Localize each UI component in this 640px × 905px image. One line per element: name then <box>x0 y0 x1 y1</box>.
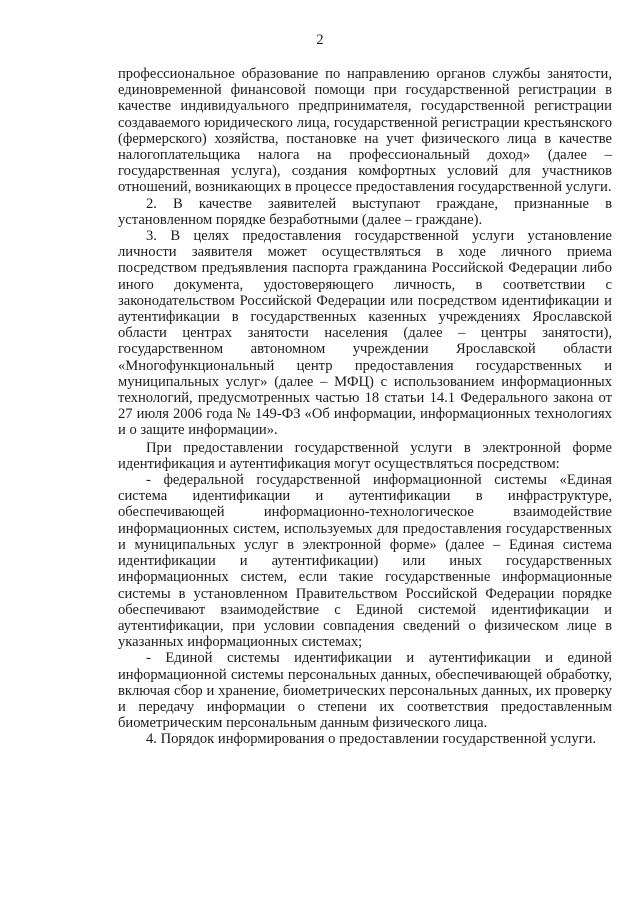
paragraph-electronic-form: При предоставлении государственной услуги в электронной форме идентификация и аутентификация могут осуществляться посредством: <box>118 439 612 472</box>
paragraph-item-3: 3. В целях предоставления государственной услуги установление личности заявителя может осуществляться в ходе личного приема посредством предъявления паспорта гражданина Российской Федерации либо иного документа, удостоверяющего личность, в соответствии с законодательством Российской Федерации или посредством идентификации и аутентификации в государственных казенных учреждениях Ярославской области центрах занятости населения (далее – центры занятости), государственном автономном учреждении Ярославской области «Многофункциональный центр предоставления государственных и муниципальных услуг» (далее – МФЦ) с использованием информационных технологий, предусмотренных частью 18 статьи 14.1 Федерального закона от 27 июля 2006 года № 149-ФЗ «Об информации, информационных технологиях и о защите информации». <box>118 228 612 439</box>
page-number: 2 <box>316 32 324 48</box>
paragraph-esia: - федеральной государственной информационной системы «Единая система идентификации и аутентификации в инфраструктуре, обеспечивающей информационно-технологическое взаимодействие информационных систем, используемых для предоставления государственных и муниципальных услуг в электронной форме» (далее – Единая система идентификации и аутентификации) или иных государственных информационных систем, если такие государственные информационные системы в установленном Правительством Российской Федерации порядке обеспечивают взаимодействие с Единой системой идентификации и аутентификации, при условии совпадения сведений о физическом лице в указанных информационных системах; <box>118 472 612 651</box>
paragraph-item-2: 2. В качестве заявителей выступают граждане, признанные в установленном порядке безработными (далее – граждане). <box>118 195 612 228</box>
document-body <box>118 66 612 748</box>
paragraph-item-4: 4. Порядок информирования о предоставлении государственной услуги. <box>146 731 597 748</box>
paragraph-continuation: профессиональное образование по направлению органов службы занятости, единовременной финансовой помощи при государственной регистрации в качестве индивидуального предпринимателя, государственной регистрации создаваемого юридического лица, государственной регистрации крестьянского (фермерского) хозяйства, постановке на учет физического лица в качестве налогоплательщика налога на профессиональный доход» (далее – государственная услуга), создания комфортных условий для участников отношений, возникающих в процессе предоставления государственной услуги. <box>118 66 612 196</box>
paragraph-biometric: - Единой системы идентификации и аутентификации и единой информационной системы персональных данных, обеспечивающей обработку, включая сбор и хранение, биометрических персональных данных, их проверку и передачу информации о степени их соответствия предоставленным биометрическим персональным данным физического лица. <box>118 650 612 732</box>
